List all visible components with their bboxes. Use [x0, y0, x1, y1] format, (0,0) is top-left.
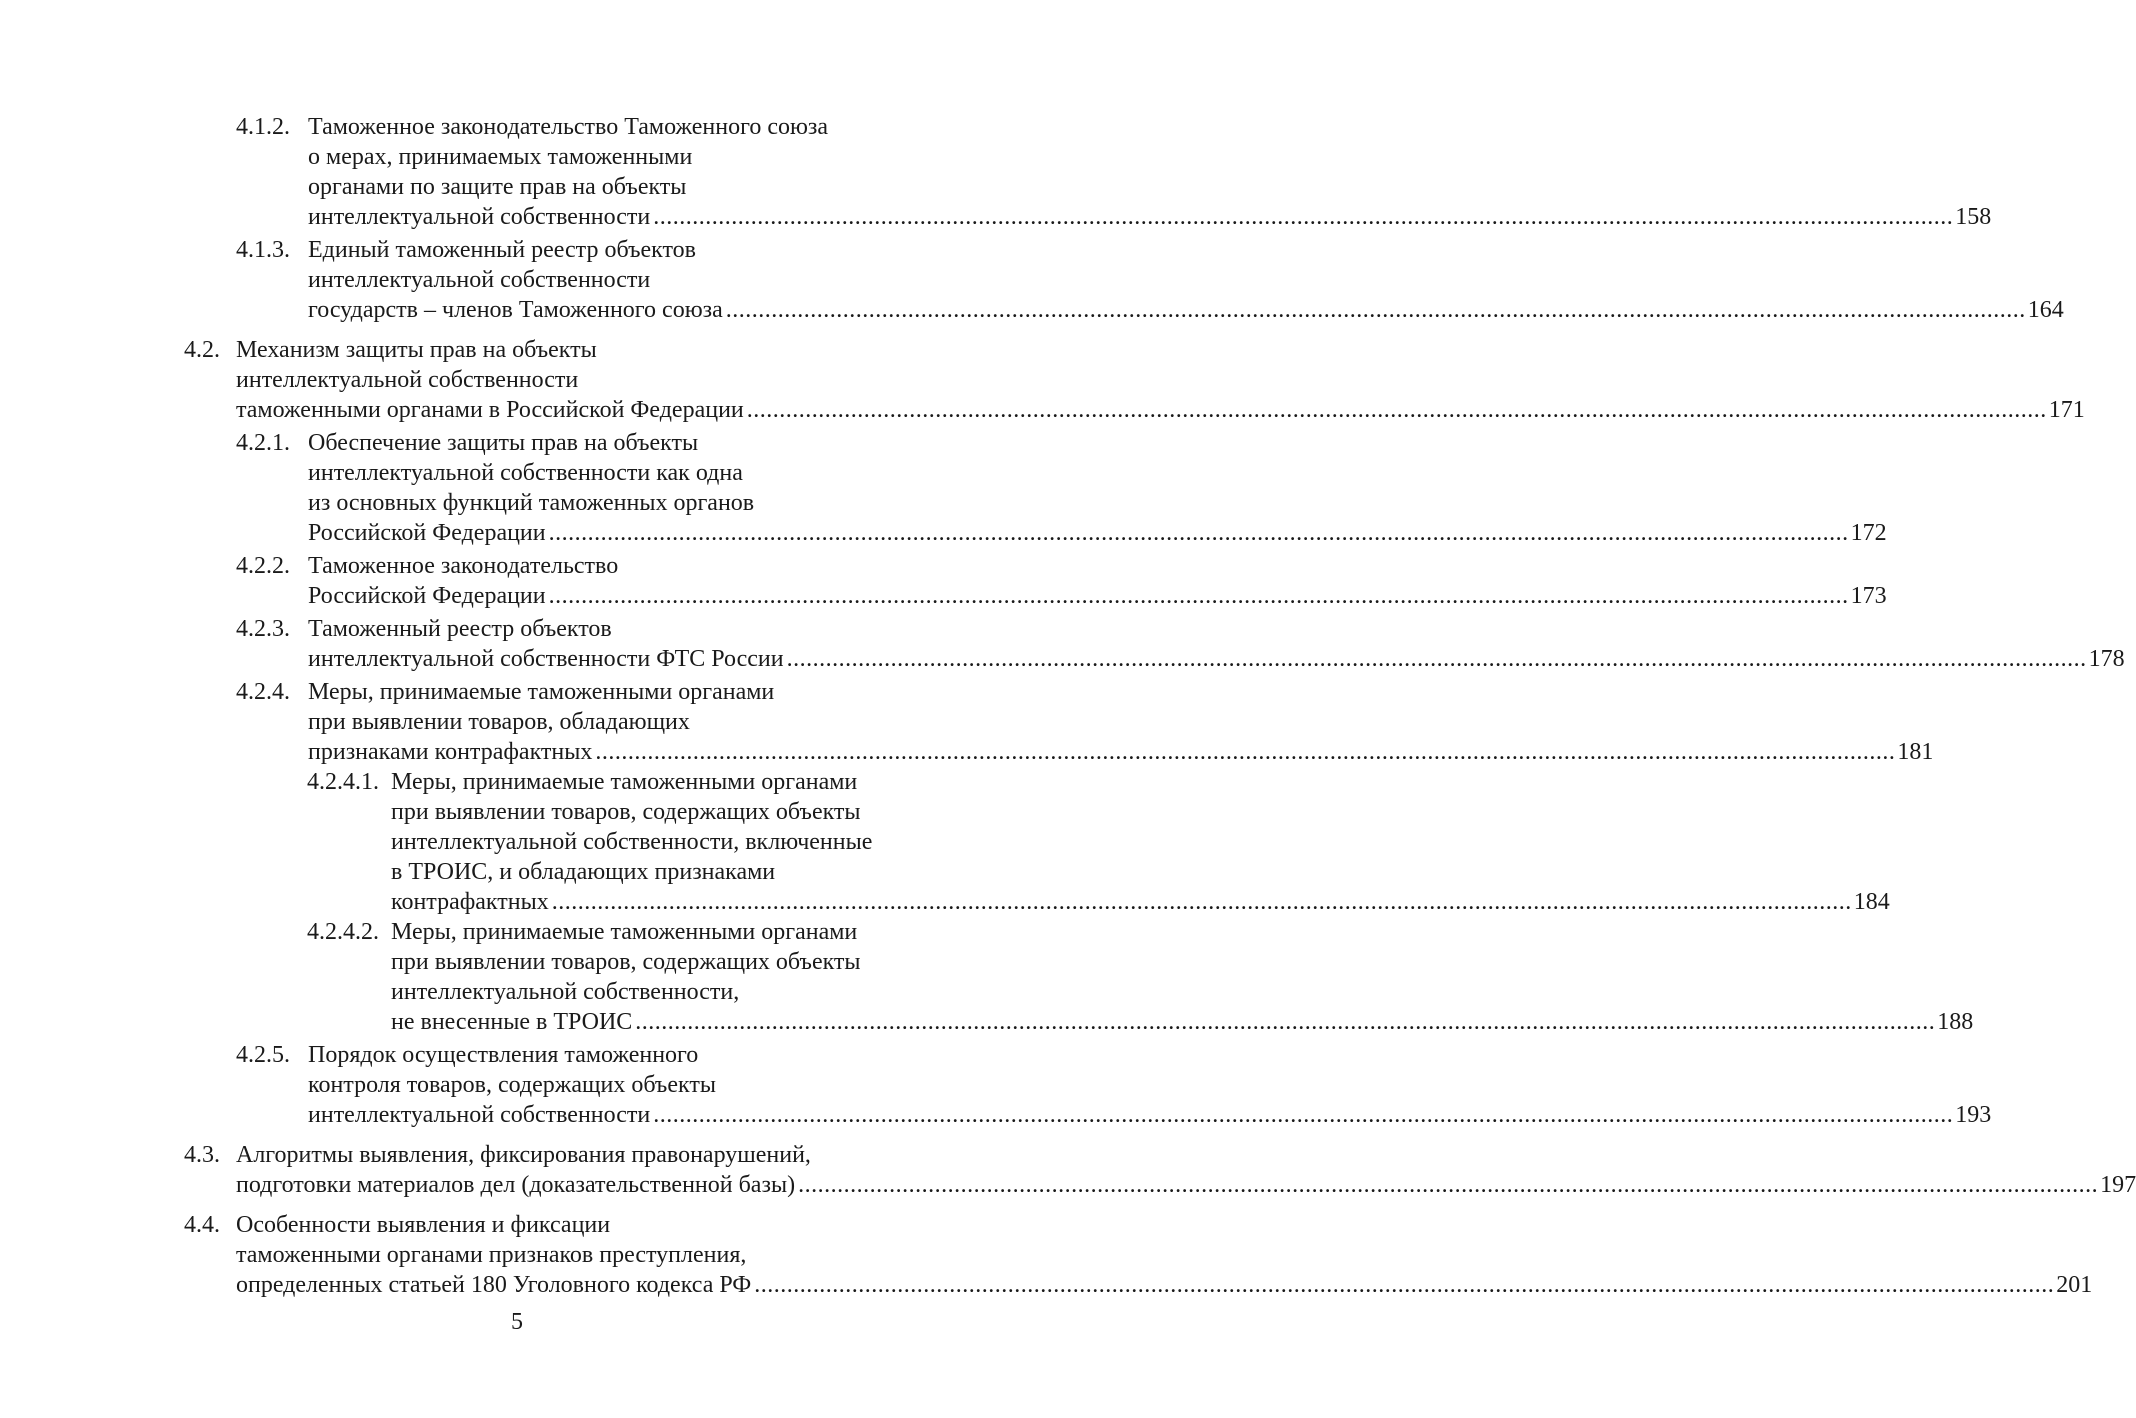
dot-leader: ........................................................................................................................................................................................................	[798, 1172, 2099, 1198]
dot-leader: ........................................................................................................................................................................................................	[653, 1102, 1954, 1128]
toc-entry-text: о мерах, принимаемых таможенными	[308, 144, 693, 170]
toc-entry-text: Таможенный реестр объектов	[308, 616, 612, 642]
toc-entry-text: интеллектуальной собственности	[236, 367, 579, 393]
toc-entry-text: Механизм защиты прав на объекты	[236, 337, 597, 363]
toc-page-number: 173	[1850, 583, 1887, 609]
table-of-contents	[0, 112, 2136, 1300]
toc-page-number: 158	[1955, 204, 1992, 230]
toc-entry-text: государств – членов Таможенного союза	[308, 297, 723, 323]
dot-leader: ........................................................................................................................................................................................................	[653, 204, 1954, 230]
toc-entry-4-3[interactable]	[184, 1140, 2136, 1200]
dot-leader: ........................................................................................................................................................................................................	[786, 646, 2087, 672]
toc-entry-number: 4.2.5.	[236, 1042, 290, 1068]
toc-entry-text: интеллектуальной собственности как одна	[308, 460, 743, 486]
toc-entry-text: Обеспечение защиты прав на объекты	[308, 430, 699, 456]
toc-page-number: 197	[2100, 1172, 2136, 1198]
toc-entry-text: интеллектуальной собственности ФТС России	[308, 646, 784, 672]
toc-entry-number: 4.2.	[184, 337, 220, 363]
toc-entry-4-1-2[interactable]	[236, 112, 1992, 232]
toc-entry-text: таможенными органами в Российской Федерации	[236, 397, 744, 423]
toc-entry-text: Меры, принимаемые таможенными органами	[308, 679, 775, 705]
toc-entry-number: 4.2.2.	[236, 553, 290, 579]
toc-entry-number: 4.4.	[184, 1212, 220, 1238]
toc-entry-text: Российской Федерации	[308, 583, 546, 609]
toc-entry-4-2-3[interactable]	[236, 614, 2125, 674]
toc-page-number: 181	[1897, 739, 1934, 765]
toc-entry-text: интеллектуальной собственности	[308, 204, 651, 230]
dot-leader: ........................................................................................................................................................................................................	[595, 739, 1896, 765]
toc-entry-4-1-3[interactable]	[236, 235, 2064, 325]
dot-leader: ........................................................................................................................................................................................................	[551, 889, 1852, 915]
toc-entry-number: 4.2.3.	[236, 616, 290, 642]
toc-entry-number: 4.2.4.1.	[307, 769, 379, 795]
toc-entry-text: Порядок осуществления таможенного	[308, 1042, 699, 1068]
toc-page-number: 201	[2056, 1272, 2093, 1298]
toc-entry-text: при выявлении товаров, содержащих объекты	[391, 949, 861, 975]
toc-entry-text: Алгоритмы выявления, фиксирования правонарушений,	[236, 1142, 811, 1168]
toc-entry-text: интеллектуальной собственности	[308, 267, 651, 293]
toc-entry-text: при выявлении товаров, обладающих	[308, 709, 690, 735]
toc-entry-4-2-2[interactable]	[236, 551, 1887, 611]
toc-entry-text: Единый таможенный реестр объектов	[308, 237, 696, 263]
toc-entry-4-2-1[interactable]	[236, 428, 1887, 548]
toc-entry-text: в ТРОИС, и обладающих признаками	[391, 859, 776, 885]
toc-page-number: 164	[2027, 297, 2064, 323]
dot-leader: ........................................................................................................................................................................................................	[548, 520, 1849, 546]
toc-entry-4-2-5[interactable]	[236, 1040, 1992, 1130]
toc-entry-text: интеллектуальной собственности	[308, 1102, 651, 1128]
toc-page-number: 184	[1853, 889, 1890, 915]
dot-leader: ........................................................................................................................................................................................................	[548, 583, 1849, 609]
toc-entry-text: определенных статьей 180 Уголовного кодекса РФ	[236, 1272, 752, 1298]
toc-entry-text: не внесенные в ТРОИС	[391, 1009, 633, 1035]
toc-entry-text: при выявлении товаров, содержащих объекты	[391, 799, 861, 825]
toc-page-number: 171	[2048, 397, 2085, 423]
dot-leader: ........................................................................................................................................................................................................	[725, 297, 2026, 323]
dot-leader: ........................................................................................................................................................................................................	[746, 397, 2047, 423]
toc-entry-4-2-4-1[interactable]	[307, 767, 1890, 917]
toc-entry-text: Таможенное законодательство	[308, 553, 619, 579]
toc-entry-text: Особенности выявления и фиксации	[236, 1212, 611, 1238]
page-number: 5	[511, 1309, 523, 1335]
toc-entry-text: интеллектуальной собственности, включенные	[391, 829, 873, 855]
toc-entry-text: из основных функций таможенных органов	[308, 490, 755, 516]
toc-entry-text: контроля товаров, содержащих объекты	[308, 1072, 716, 1098]
toc-entry-number: 4.1.2.	[236, 114, 290, 140]
toc-entry-text: таможенными органами признаков преступления,	[236, 1242, 747, 1268]
toc-entry-text: подготовки материалов дел (доказательственной базы)	[236, 1172, 796, 1198]
toc-page-number: 178	[2088, 646, 2125, 672]
toc-entry-text: Меры, принимаемые таможенными органами	[391, 769, 858, 795]
toc-entry-number: 4.2.4.2.	[307, 919, 379, 945]
toc-entry-4-4[interactable]	[184, 1210, 2093, 1300]
dot-leader: ........................................................................................................................................................................................................	[754, 1272, 2055, 1298]
toc-entry-text: признаками контрафактных	[308, 739, 593, 765]
toc-page-number: 193	[1955, 1102, 1992, 1128]
toc-entry-number: 4.2.1.	[236, 430, 290, 456]
toc-entry-number: 4.1.3.	[236, 237, 290, 263]
dot-leader: ........................................................................................................................................................................................................	[635, 1009, 1936, 1035]
toc-entry-number: 4.3.	[184, 1142, 220, 1168]
toc-entry-text: Российской Федерации	[308, 520, 546, 546]
toc-entry-4-2-4-2[interactable]	[307, 917, 1974, 1037]
toc-entry-number: 4.2.4.	[236, 679, 290, 705]
toc-entry-text: Меры, принимаемые таможенными органами	[391, 919, 858, 945]
toc-entry-text: интеллектуальной собственности,	[391, 979, 740, 1005]
toc-page-number: 172	[1850, 520, 1887, 546]
toc-entry-text: Таможенное законодательство Таможенного союза	[308, 114, 829, 140]
toc-entry-text: органами по защите прав на объекты	[308, 174, 687, 200]
toc-entry-4-2[interactable]	[184, 335, 2085, 425]
toc-entry-text: контрафактных	[391, 889, 549, 915]
toc-page-number: 188	[1937, 1009, 1974, 1035]
toc-entry-4-2-4[interactable]	[236, 677, 1934, 767]
